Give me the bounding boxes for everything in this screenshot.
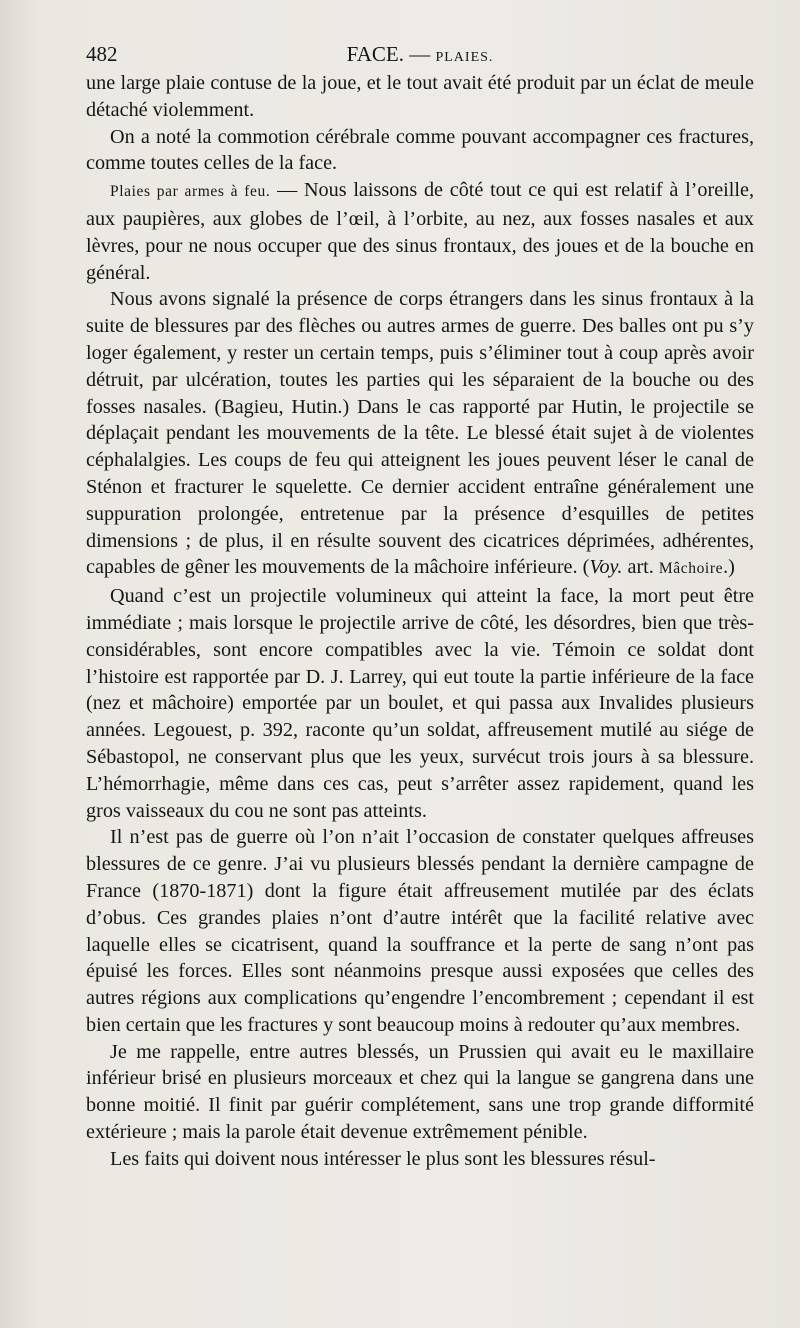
paragraph-5 (86, 583, 754, 824)
ref-article-name: Mâchoire (658, 560, 724, 578)
paragraph-text: Nous avons signalé la présence de corps étrangers dans les sinus frontaux à la suite de blessures par des flèches ou autres armes de guerre. Des balles ont pu s’y loger également, y rester un certain temps, puis s’éliminer tout à coup après avoir détruit, par ulcération, toutes les parties qui les séparaient de la bouche ou des fosses nasales. (Bagieu, Hutin.) Dans le cas rapporté par Hutin, le projectile se déplaçait pendant les mouvements de la tête. Le blessé était sujet à de violentes céphalalgies. Les coups de feu qui atteignent les joues peuvent léser le canal de Sténon et fracturer le squelette. Ce dernier accident entraîne généralement une suppuration prolongée, entretenue par la présence d’esquilles de petites dimensions ; de plus, il en résulte souvent des cicatrices déprimées, adhérentes, capables de gêner les mouvements de la mâchoire inférieure. (86, 288, 754, 579)
paragraph-2 (86, 124, 754, 178)
ref-close: .) (723, 556, 735, 579)
paragraph-text: Quand c’est un projectile volumineux qui atteint la face, la mort peut être immédiate ; mais lorsque le projectile arrive de côté, les désordres, bien que très-considérables, sont encore compatibles avec la vie. Témoin ce soldat dont l’histoire est rapportée par D. J. Larrey, qui eut toute la partie inférieure de la face (nez et mâchoire) emportée par un boulet, et qui passa aux Invalides plusieurs années. Legouest, p. 392, raconte qu’un soldat, affreusement mutilé au siége de Sébastopol, ne conservant plus que les yeux, survécut trois jours à sa blessure. L’hémorrhagie, même dans ces cas, peut s’arrêter assez rapidement, quand les gros vaisseaux du cou ne sont pas atteints. (86, 585, 754, 822)
paragraph-text: Les faits qui doivent nous intéresser le plus sont les blessures résul- (110, 1147, 656, 1170)
paragraph-8 (86, 1146, 754, 1173)
paragraph-3 (86, 177, 754, 286)
body-text (86, 70, 754, 1173)
paragraph-1 (86, 70, 754, 124)
running-head (86, 36, 754, 70)
paragraph-text: — Nous laissons de côté tout ce qui est relatif à l’oreille, aux paupières, aux globes de l’œil, à l’orbite, au nez, aux fosses nasales et aux lèvres, pour ne nous occuper que des sinus frontaux, des joues et de la bouche en général. (86, 179, 755, 284)
paragraph-text: Il n’est pas de guerre où l’on n’ait l’occasion de constater quelques affreuses blessures de ce genre. J’ai vu plusieurs blessés pendant la dernière campagne de France (1870-1871) dont la figure était affreusement mutilée par des éclats d’obus. Ces grandes plaies n’ont d’autre intérêt que la facilité relative avec laquelle elles se cicatrisent, quand la souffrance et la perte de sang n’ont pas épuisé les forces. Elles sont néanmoins presque aussi exposées que celles des autres régions aux complications qu’engendre l’encombrement ; cependant il est bien certain que les fractures y sont beaucoup moins à redouter qu’aux membres. (86, 826, 754, 1036)
paragraph-7 (86, 1039, 754, 1146)
section-heading: Plaies par armes à feu. (110, 183, 271, 201)
paragraph-4 (86, 286, 754, 583)
running-title (86, 42, 754, 67)
page-number: 482 (86, 42, 118, 66)
paragraph-text: une large plaie contuse de la joue, et le tout avait été produit par un éclat de meule détaché violemment. (86, 72, 754, 121)
ref-art: art. (622, 556, 659, 579)
paragraph-6 (86, 824, 754, 1038)
cross-reference (583, 556, 735, 578)
running-title-main: FACE. — (346, 42, 436, 66)
paragraph-text: Je me rappelle, entre autres blessés, un Prussien qui avait eu le maxillaire inférieur brisé en plusieurs morceaux et chez qui la langue se gangrena dans une bonne moitié. Il finit par guérir complétement, sans une trop grande difformité extérieure ; mais la parole était devenue extrêmement pénible. (86, 1040, 754, 1144)
ref-voy: Voy. (589, 556, 623, 579)
paragraph-text: On a noté la commotion cérébrale comme pouvant accompagner ces fractures, comme toutes celles de la face. (86, 125, 754, 175)
running-title-sub: PLAIES. (435, 50, 494, 65)
ref-open: ( (582, 556, 590, 579)
